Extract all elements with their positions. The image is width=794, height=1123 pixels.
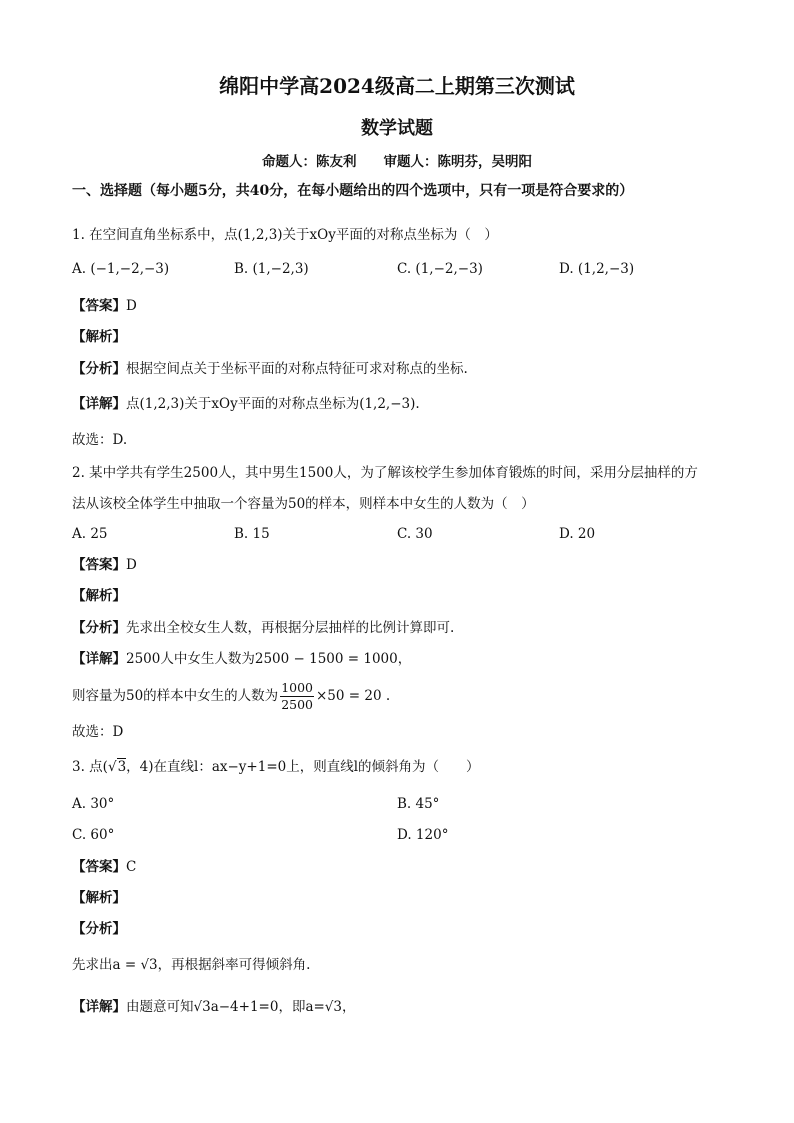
q1-answer <box>72 296 137 316</box>
q2-fraction-denominator: 2500 <box>281 697 313 712</box>
analysis-tag: 【分析】 <box>72 620 126 636</box>
q3-answer-value: C <box>126 859 137 875</box>
exam-subject: 数学试题 <box>361 118 433 139</box>
q2-choice <box>72 722 123 742</box>
q1-choice <box>72 430 127 450</box>
q2-option-a: A. 25 <box>72 526 108 542</box>
q2-option-d: D. 20 <box>559 526 596 542</box>
q3-option-c: C. 60° <box>72 827 115 843</box>
q1-detail-text: 点(1,2,3)关于xOy平面的对称点坐标为(1,2,−3). <box>126 396 420 412</box>
q3-analysis-tag: 【分析】 <box>72 921 126 937</box>
exam-title: 绵阳中学高2024级高二上期第三次测试 <box>219 74 575 98</box>
q2-explain-tag: 【解析】 <box>72 588 126 604</box>
q2-answer <box>72 555 137 575</box>
detail-tag: 【详解】 <box>72 396 126 412</box>
q2-detail2 <box>72 678 390 714</box>
q2-analysis-text: 先求出全校女生人数，再根据分层抽样的比例计算即可. <box>126 620 455 636</box>
answer-tag: 【答案】 <box>72 557 126 573</box>
q2-answer-value: D <box>126 557 137 573</box>
q3-detail-text: 由题意可知√3a−4+1=0，即a=√3， <box>126 999 356 1015</box>
q2-choice-value: D <box>112 724 124 740</box>
q1-analysis-text: 根据空间点关于坐标平面的对称点特征可求对称点的坐标. <box>126 361 468 377</box>
choice-tag: 故选： <box>72 432 113 448</box>
q3-analysis-text: 先求出a = √3，再根据斜率可得倾斜角. <box>72 957 311 973</box>
q1-option-b: B. (1,−2,3) <box>234 261 309 277</box>
q1-explain-tag: 【解析】 <box>72 329 126 345</box>
q2-detail2-post: ×50 = 20 . <box>316 688 391 704</box>
section-heading: 一、选择题（每小题5分，共40分，在每小题给出的四个选项中，只有一项是符合要求的） <box>72 183 634 199</box>
q1-option-d: D. (1,2,−3) <box>559 261 635 277</box>
q3-stem-sqrt: 3 <box>117 759 127 775</box>
detail-tag: 【详解】 <box>72 999 126 1015</box>
q2-detail <box>72 649 411 669</box>
q3-stem: 3. 点(√3，4)在直线l：ax−y+1=0上，则直线l的倾斜角为（ ） <box>72 759 480 775</box>
q2-fraction <box>280 680 314 713</box>
q2-stem-line2: 法从该校全体学生中抽取一个容量为50的样本，则样本中女生的人数为（ ） <box>72 496 535 512</box>
q1-choice-value: D. <box>112 432 128 448</box>
q2-analysis <box>72 618 454 638</box>
q2-detail2-pre: 则容量为50的样本中女生的人数为 <box>72 688 279 704</box>
exam-authors: 命题人：陈友利 审题人：陈明芬，吴明阳 <box>262 154 532 170</box>
q2-option-b: B. 15 <box>234 526 270 542</box>
analysis-tag: 【分析】 <box>72 361 126 377</box>
q3-detail <box>72 997 356 1017</box>
detail-tag: 【详解】 <box>72 651 126 667</box>
q1-answer-value: D <box>126 298 137 314</box>
q1-option-a: A. (−1,−2,−3) <box>72 261 170 277</box>
answer-tag: 【答案】 <box>72 859 126 875</box>
q2-fraction-numerator: 1000 <box>281 680 313 695</box>
q2-stem-line1: 2. 某中学共有学生2500人，其中男生1500人，为了解该校学生参加体育锻炼的时间，采用分层抽样的方 <box>72 465 698 481</box>
q2-detail-text: 2500人中女生人数为2500 − 1500 = 1000， <box>126 651 412 667</box>
q1-analysis <box>72 359 468 379</box>
q1-option-c: C. (1,−2,−3) <box>397 261 483 277</box>
q3-answer <box>72 857 136 877</box>
answer-tag: 【答案】 <box>72 298 126 314</box>
q3-option-d: D. 120° <box>397 827 449 843</box>
q3-explain-tag: 【解析】 <box>72 890 126 906</box>
q2-option-c: C. 30 <box>397 526 433 542</box>
q3-option-b: B. 45° <box>397 796 440 812</box>
choice-tag: 故选： <box>72 724 113 740</box>
q1-stem: 1. 在空间直角坐标系中，点(1,2,3)关于xOy平面的对称点坐标为（ ） <box>72 227 498 243</box>
q3-option-a: A. 30° <box>72 796 115 812</box>
q3-stem-pre: 3. 点( <box>72 759 108 775</box>
q3-stem-post: ，4)在直线l：ax−y+1=0上，则直线l的倾斜角为（ ） <box>126 759 480 775</box>
q1-detail <box>72 394 420 414</box>
